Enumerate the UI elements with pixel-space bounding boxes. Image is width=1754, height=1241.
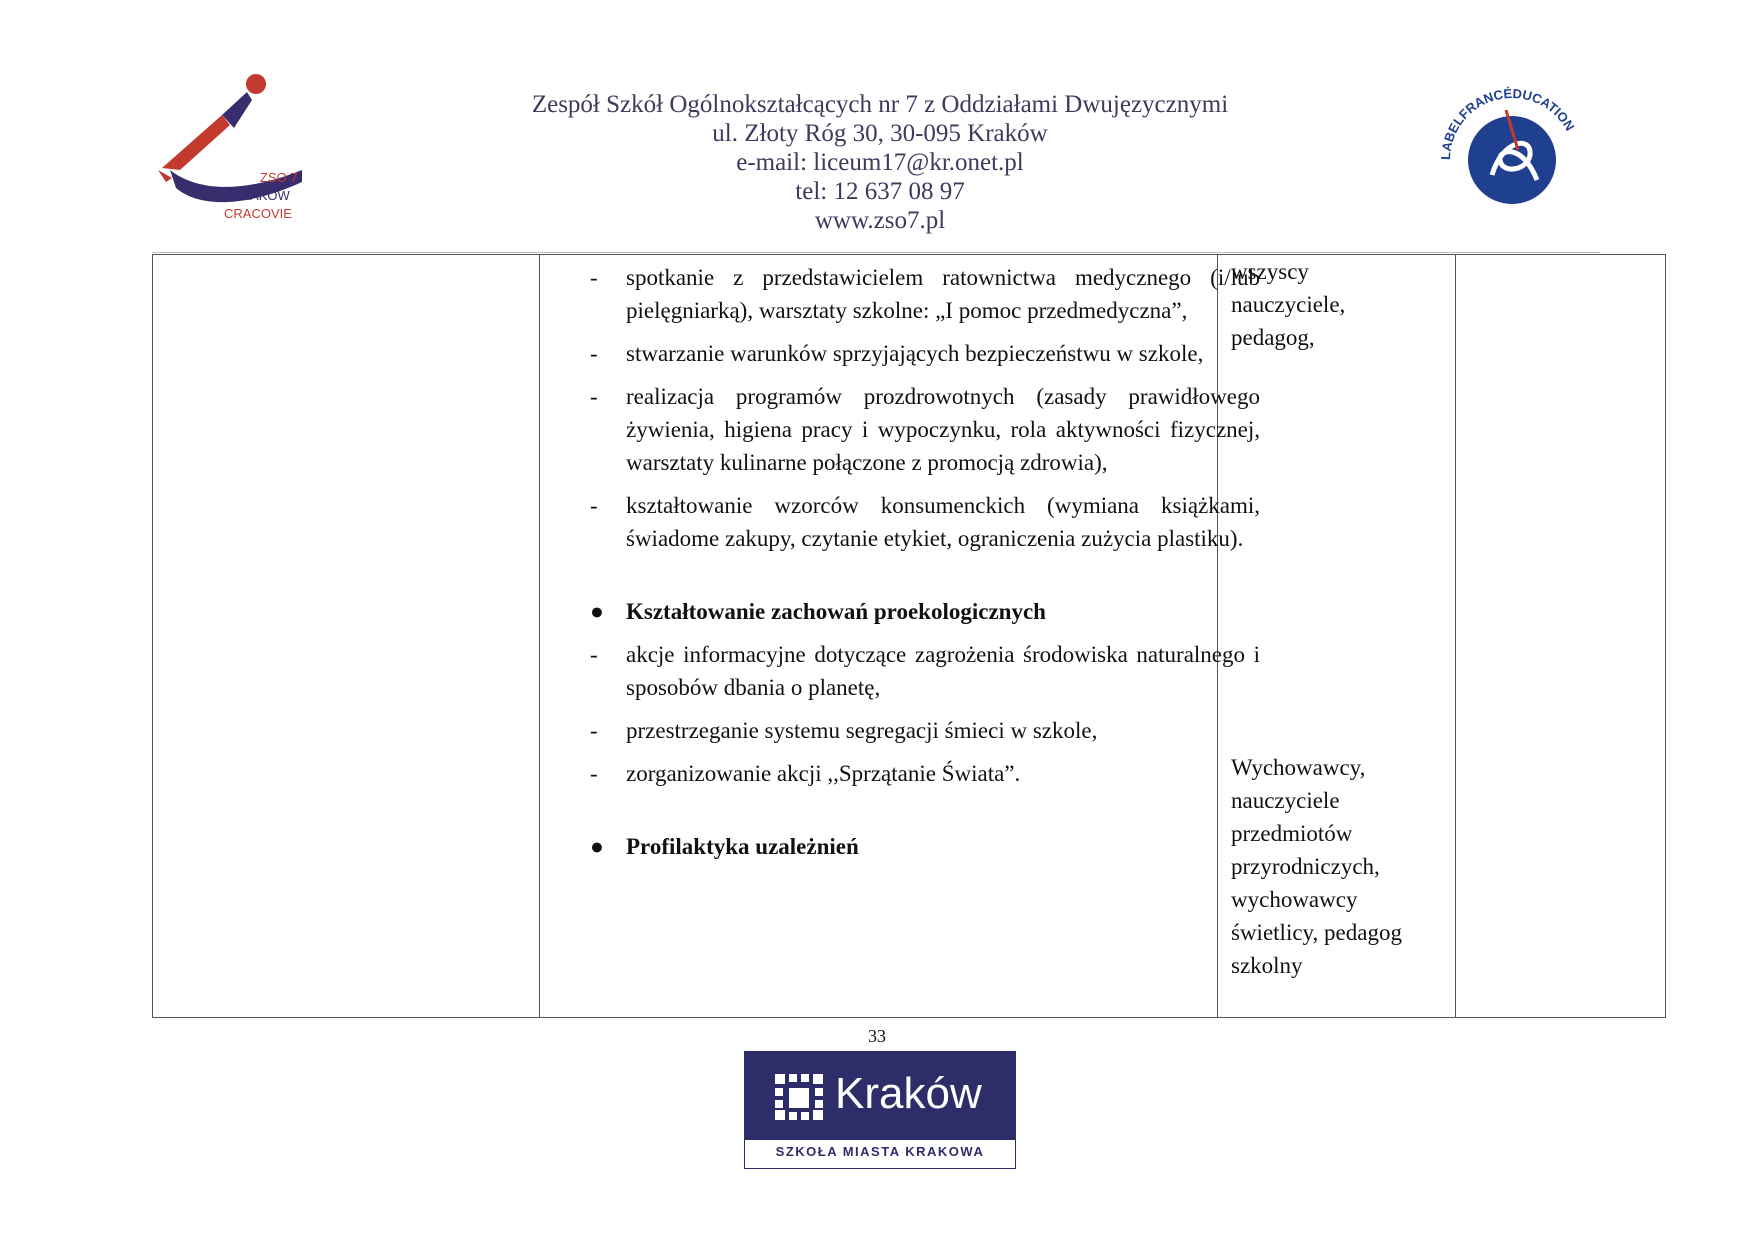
content-table <box>152 254 1666 1018</box>
bullet-marker: ● <box>590 599 604 624</box>
school-phone: tel: 12 637 08 97 <box>795 178 965 205</box>
list-item-text: przestrzeganie systemu segregacji śmieci w szkole, <box>626 718 1098 743</box>
responsible-line: pedagog, <box>1231 325 1315 350</box>
list-marker: - <box>590 384 598 409</box>
list-item-text: kształtowanie wzorców konsumenckich (wymiana książkami, świadome zakupy, czytanie etykiet, ograniczenia zużycia plastiku). <box>626 493 1260 551</box>
list-marker: - <box>590 642 598 667</box>
responsible-line: nauczyciele, <box>1231 292 1346 317</box>
list-marker: - <box>590 761 598 786</box>
responsible-line: przyrodniczych, <box>1231 854 1380 879</box>
list-item <box>590 489 1260 555</box>
school-website: www.zso7.pl <box>814 207 946 234</box>
school-email: e-mail: liceum17@kr.onet.pl <box>736 149 1024 176</box>
list-item-text: realizacja programów prozdrowotnych (zasady prawidłowego żywienia, higiena pracy i wypoczynku, rola aktywności fizycznej, warsztaty kulinarne połączone z promocją zdrowia), <box>626 384 1260 475</box>
responsible-line: nauczyciele <box>1231 788 1340 813</box>
logo-left-line-2: KRAKÓW <box>232 188 290 203</box>
krakow-logo <box>744 1051 1016 1169</box>
list-item <box>590 380 1260 479</box>
responsible-line: świetlicy, pedagog <box>1231 920 1402 945</box>
list-marker: - <box>590 718 598 743</box>
krakow-tagline: SZKOŁA MIASTA KRAKOWA <box>775 1144 985 1159</box>
responsible-line: wszyscy <box>1231 259 1309 284</box>
section-heading-text: Profilaktyka uzależnień <box>626 834 859 859</box>
responsible-cell-2 <box>1231 751 1441 982</box>
list-marker: - <box>590 341 598 366</box>
logo-left-line-1: ZSO 7 <box>260 170 298 185</box>
list-item-text: zorganizowanie akcji ,,Sprzątanie Świata”. <box>626 761 1021 786</box>
bullet-marker: ● <box>590 834 604 859</box>
responsible-line: wychowawcy <box>1231 887 1358 912</box>
column-divider <box>1455 255 1456 1017</box>
list-item <box>590 714 1260 747</box>
logo-left-line-3: CRACOVIE <box>224 206 292 220</box>
tasks-column <box>590 261 1260 873</box>
krakow-emblem-icon <box>775 1074 823 1120</box>
column-divider <box>539 255 540 1017</box>
list-item-text: spotkanie z przedstawicielem ratownictwa medycznego (i/lub pielęgniarką), warsztaty szkolne: „I pomoc przedmedyczna”, <box>626 265 1260 323</box>
list-marker: - <box>590 493 598 518</box>
section-heading-text: Kształtowanie zachowań proekologicznych <box>626 599 1046 624</box>
labelfranceducation-logo <box>1432 80 1592 240</box>
section-heading <box>590 830 1260 863</box>
list-item <box>590 638 1260 704</box>
zso7-logo <box>152 70 312 220</box>
section-heading <box>590 595 1260 628</box>
responsible-cell-1 <box>1231 255 1441 354</box>
responsible-line: Wychowawcy, <box>1231 755 1366 780</box>
responsible-line: przedmiotów <box>1231 821 1353 846</box>
list-item <box>590 337 1260 370</box>
krakow-brand-text: Kraków <box>835 1069 982 1118</box>
list-item-text: akcje informacyjne dotyczące zagrożenia środowiska naturalnego i sposobów dbania o planetę, <box>626 642 1260 700</box>
list-item <box>590 757 1260 790</box>
responsible-line: szkolny <box>1231 953 1303 978</box>
school-address: ul. Złoty Róg 30, 30-095 Kraków <box>712 120 1048 147</box>
school-info <box>480 90 1280 235</box>
list-item <box>590 261 1260 327</box>
school-name: Zespół Szkół Ogólnokształcących nr 7 z Oddziałami Dwujęzycznymi <box>531 91 1229 118</box>
logo-right-text: LABELFRANCÉDUCATION <box>1437 85 1578 161</box>
page-number: 33 <box>868 1026 886 1046</box>
list-marker: - <box>590 265 598 290</box>
list-item-text: stwarzanie warunków sprzyjających bezpieczeństwu w szkole, <box>626 341 1204 366</box>
